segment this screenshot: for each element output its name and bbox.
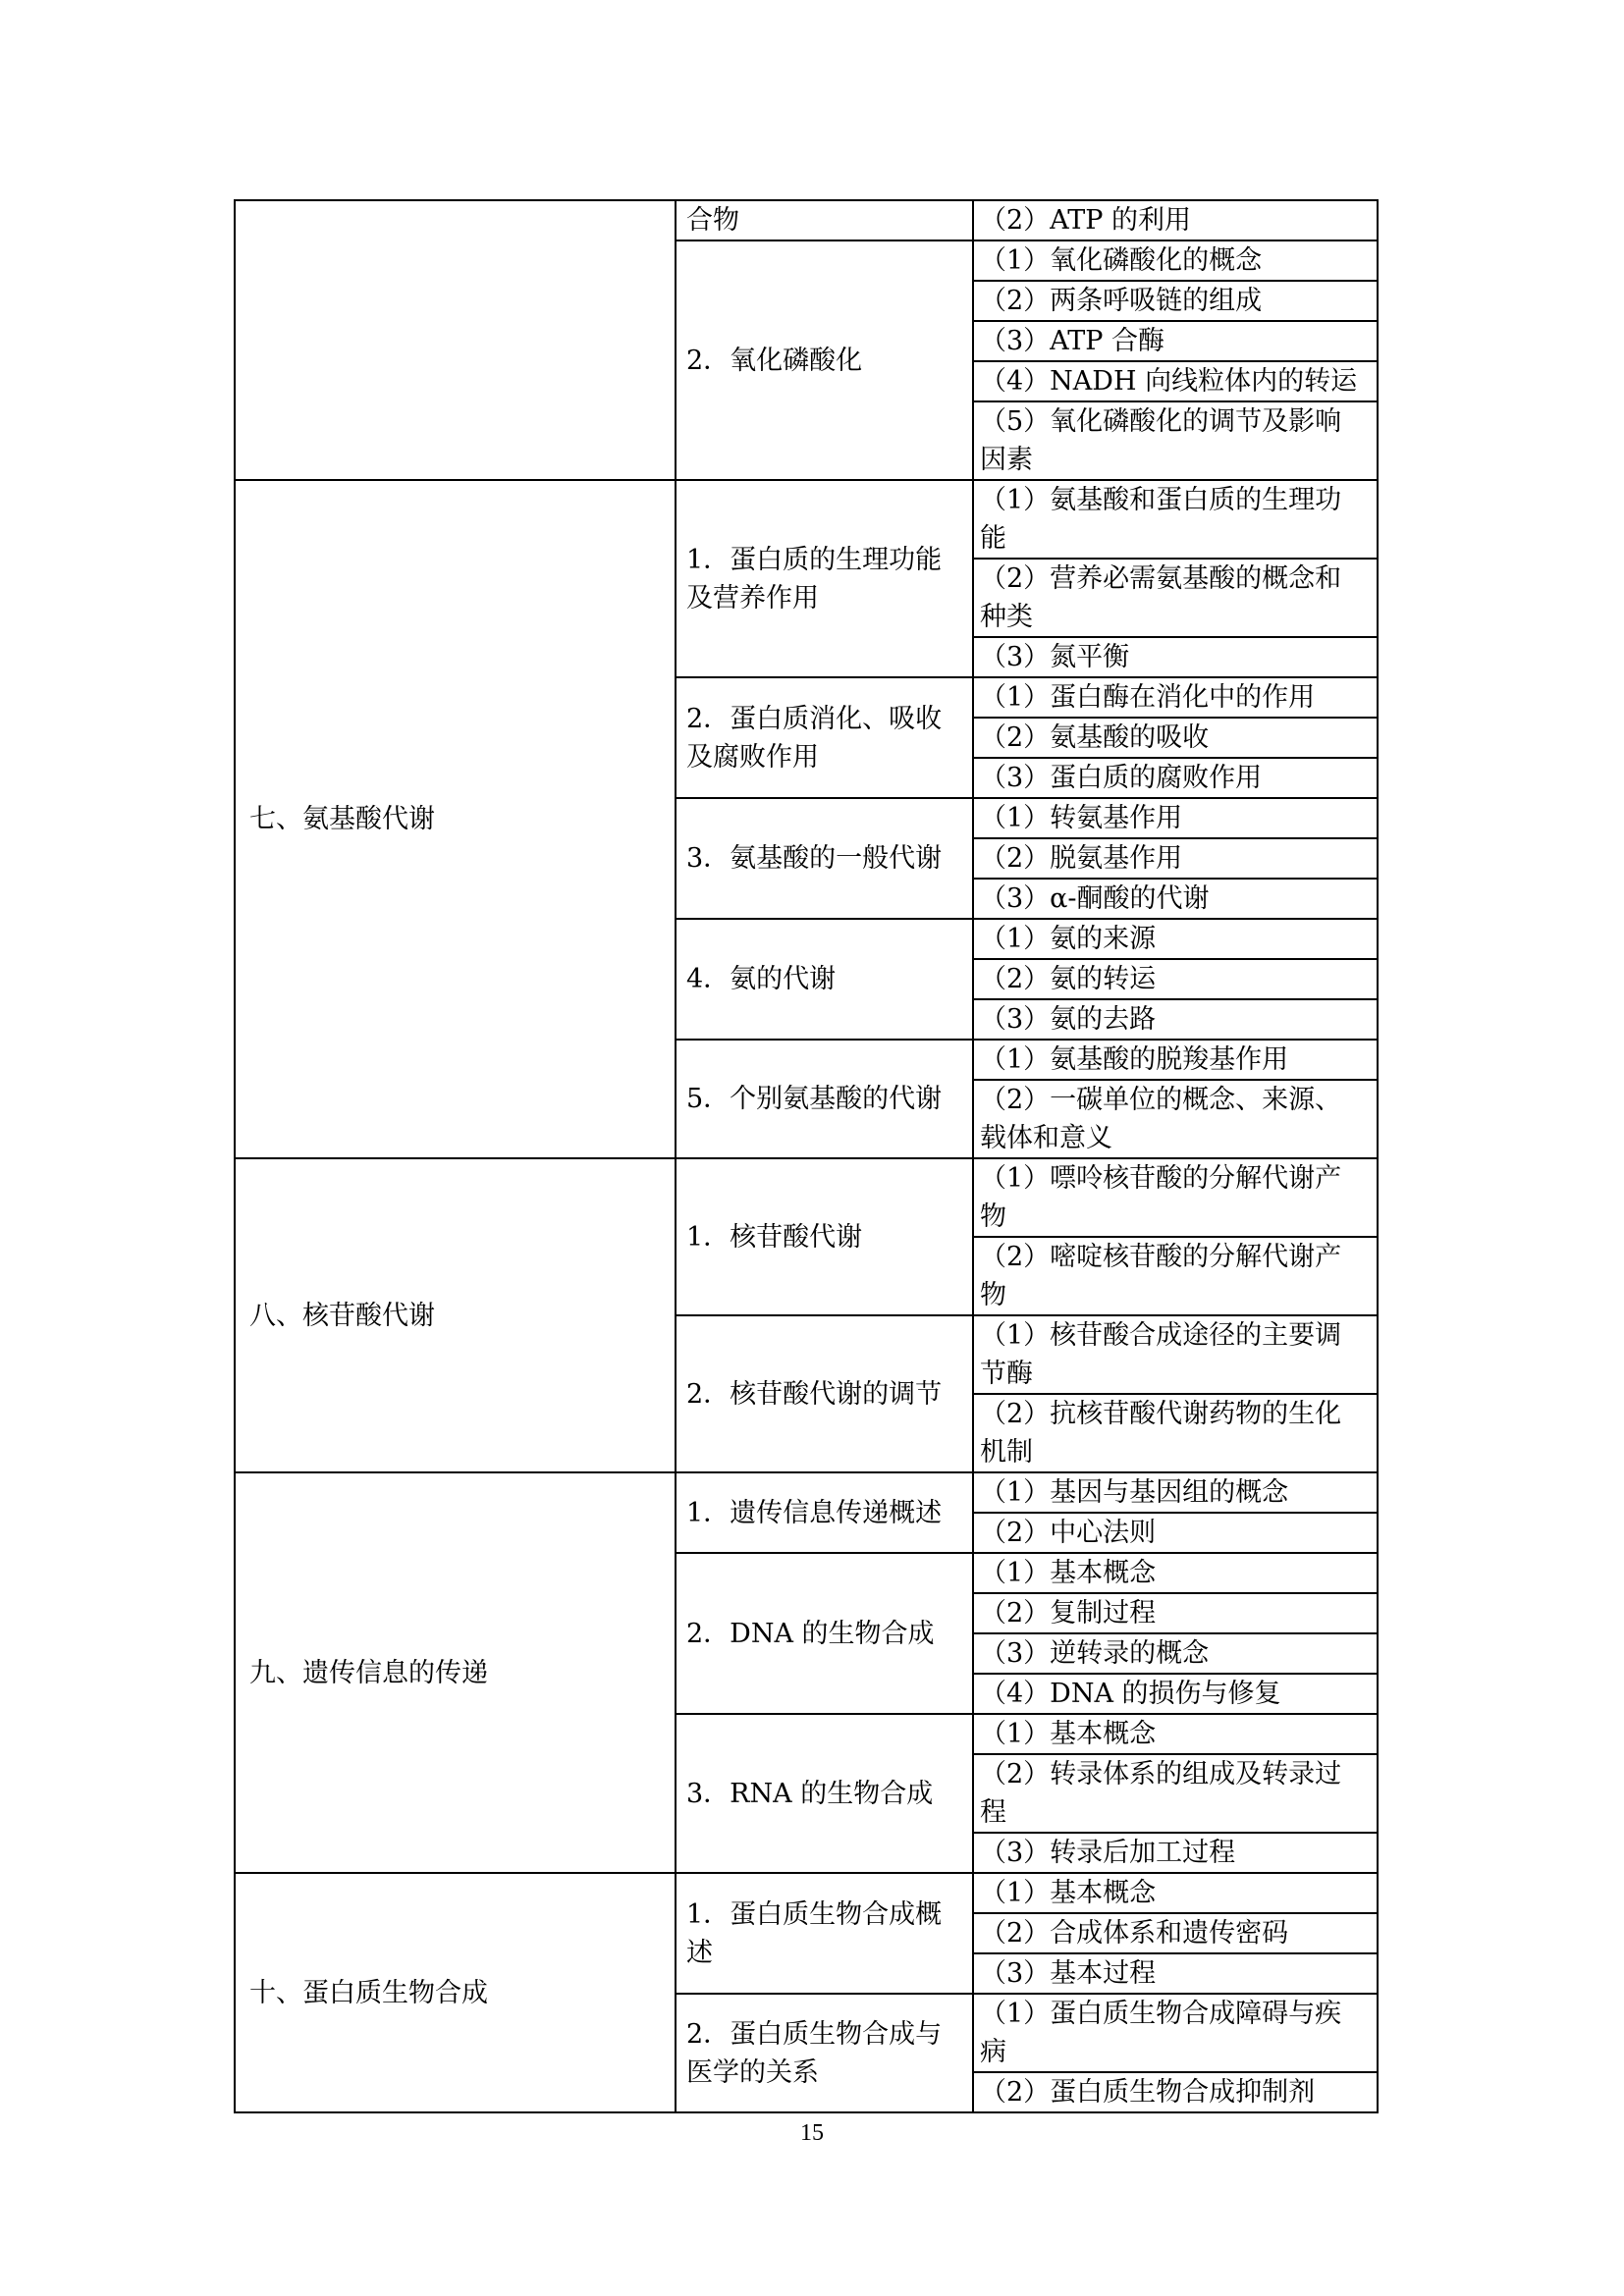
section-cell: 1．遗传信息传递概述 [676, 1472, 973, 1553]
table-row [235, 1472, 1378, 1513]
item-cell: （2）蛋白质生物合成抑制剂 [973, 2072, 1378, 2112]
chapter-cell: 八、核苷酸代谢 [235, 1158, 676, 1472]
item-cell: （2）中心法则 [973, 1513, 1378, 1553]
item-cell: （1）蛋白酶在消化中的作用 [973, 677, 1378, 718]
section-cell: 2．蛋白质消化、吸收及腐败作用 [676, 677, 973, 798]
item-cell: （3）ATP 合酶 [973, 321, 1378, 361]
item-cell: （2）合成体系和遗传密码 [973, 1913, 1378, 1953]
item-cell: （2）氨基酸的吸收 [973, 718, 1378, 758]
chapter-cell: 十、蛋白质生物合成 [235, 1873, 676, 2112]
chapter-cell [235, 200, 676, 480]
item-cell: （5）氧化磷酸化的调节及影响因素 [973, 401, 1378, 480]
table-row [235, 1158, 1378, 1237]
item-cell: （4）NADH 向线粒体内的转运 [973, 361, 1378, 401]
section-cell: 1．蛋白质生物合成概述 [676, 1873, 973, 1994]
item-cell: （1）核苷酸合成途径的主要调节酶 [973, 1315, 1378, 1394]
section-cell: 2．DNA 的生物合成 [676, 1553, 973, 1714]
syllabus-table [234, 199, 1379, 2113]
item-cell: （2）脱氨基作用 [973, 838, 1378, 879]
item-cell: （2）转录体系的组成及转录过程 [973, 1754, 1378, 1833]
section-cell: 合物 [676, 200, 973, 240]
item-cell: （3）氨的去路 [973, 999, 1378, 1040]
item-cell: （1）基本概念 [973, 1714, 1378, 1754]
item-cell: （1）氨基酸和蛋白质的生理功能 [973, 480, 1378, 559]
chapter-cell: 七、氨基酸代谢 [235, 480, 676, 1158]
item-cell: （1）氨的来源 [973, 919, 1378, 959]
item-cell: （3）氮平衡 [973, 637, 1378, 677]
item-cell: （3）转录后加工过程 [973, 1833, 1378, 1873]
item-cell: （4）DNA 的损伤与修复 [973, 1674, 1378, 1714]
item-cell: （1）氧化磷酸化的概念 [973, 240, 1378, 281]
table-row [235, 1873, 1378, 1913]
section-cell: 1．蛋白质的生理功能及营养作用 [676, 480, 973, 677]
item-cell: （1）基本概念 [973, 1873, 1378, 1913]
item-cell: （1）基本概念 [973, 1553, 1378, 1593]
item-cell: （2）ATP 的利用 [973, 200, 1378, 240]
section-cell: 3．RNA 的生物合成 [676, 1714, 973, 1873]
item-cell: （2）嘧啶核苷酸的分解代谢产物 [973, 1237, 1378, 1315]
item-cell: （3）α-酮酸的代谢 [973, 879, 1378, 919]
item-cell: （2）营养必需氨基酸的概念和种类 [973, 559, 1378, 637]
item-cell: （2）两条呼吸链的组成 [973, 281, 1378, 321]
section-cell: 2．氧化磷酸化 [676, 240, 973, 480]
item-cell: （1）嘌呤核苷酸的分解代谢产物 [973, 1158, 1378, 1237]
item-cell: （3）蛋白质的腐败作用 [973, 758, 1378, 798]
item-cell: （2）抗核苷酸代谢药物的生化机制 [973, 1394, 1378, 1472]
item-cell: （2）一碳单位的概念、来源、载体和意义 [973, 1080, 1378, 1158]
page-number: 15 [800, 2120, 824, 2146]
section-cell: 2．核苷酸代谢的调节 [676, 1315, 973, 1472]
table-row [235, 200, 1378, 240]
item-cell: （1）蛋白质生物合成障碍与疾病 [973, 1994, 1378, 2072]
item-cell: （2）复制过程 [973, 1593, 1378, 1633]
section-cell: 3．氨基酸的一般代谢 [676, 798, 973, 919]
item-cell: （1）氨基酸的脱羧基作用 [973, 1040, 1378, 1080]
section-cell: 4．氨的代谢 [676, 919, 973, 1040]
table-row [235, 480, 1378, 559]
chapter-cell: 九、遗传信息的传递 [235, 1472, 676, 1873]
item-cell: （1）转氨基作用 [973, 798, 1378, 838]
item-cell: （1）基因与基因组的概念 [973, 1472, 1378, 1513]
section-cell: 2．蛋白质生物合成与医学的关系 [676, 1994, 973, 2112]
item-cell: （2）氨的转运 [973, 959, 1378, 999]
section-cell: 1．核苷酸代谢 [676, 1158, 973, 1315]
section-cell: 5．个别氨基酸的代谢 [676, 1040, 973, 1158]
item-cell: （3）基本过程 [973, 1953, 1378, 1994]
item-cell: （3）逆转录的概念 [973, 1633, 1378, 1674]
